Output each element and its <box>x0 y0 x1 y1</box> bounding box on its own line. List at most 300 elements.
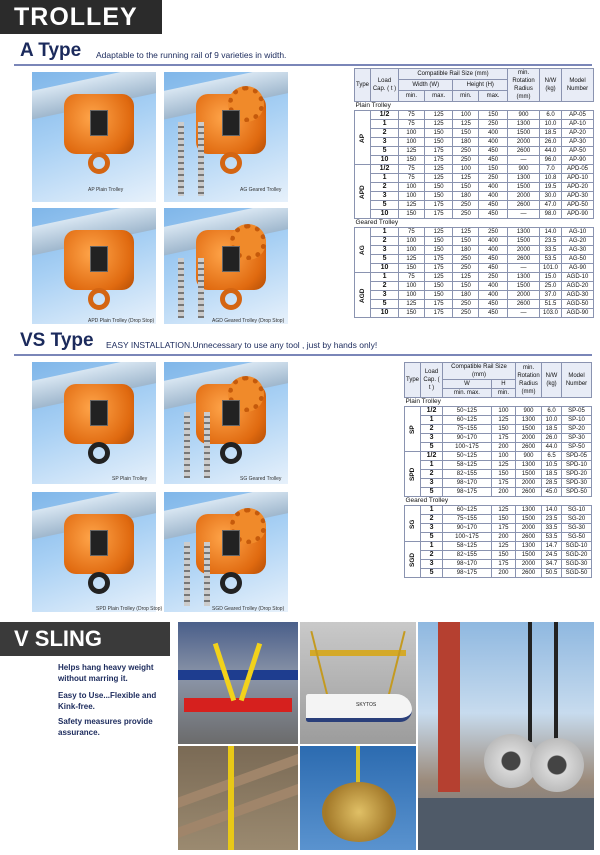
col-h-max: max. <box>479 91 508 102</box>
cell: 150 <box>491 470 515 479</box>
cell: 400 <box>479 129 508 138</box>
cell: 150 <box>479 111 508 120</box>
cell: 400 <box>479 138 508 147</box>
table-row <box>355 273 594 282</box>
cell: 1 <box>371 273 399 282</box>
cell: SP-10 <box>562 416 592 425</box>
cell: 150 <box>424 282 453 291</box>
cell: 100 <box>399 282 425 291</box>
cell: 2 <box>421 425 443 434</box>
cell: 250 <box>479 273 508 282</box>
cell: 53.5 <box>542 533 562 542</box>
agd-caption: AGD Geared Trolley (Drop Stop) <box>212 318 285 324</box>
cell: 6.5 <box>542 452 562 461</box>
cell: 2600 <box>516 443 542 452</box>
table-row <box>405 470 592 479</box>
cell: 1500 <box>508 129 540 138</box>
cell: 125 <box>424 174 453 183</box>
cell: 14.0 <box>542 506 562 515</box>
cell: 1500 <box>508 183 540 192</box>
cell: 75 <box>399 111 425 120</box>
table-row <box>355 165 594 174</box>
cell: 125 <box>453 228 479 237</box>
cell: 150 <box>453 282 479 291</box>
boat-name-text: SKYTOS <box>356 702 377 708</box>
a-type-subtitle: Adaptable to the running rail of 9 varieties in width. <box>96 50 287 60</box>
cell: 250 <box>453 255 479 264</box>
sg-trolley-photo <box>164 362 288 484</box>
cell: 30.0 <box>540 192 562 201</box>
col-h-min: min. <box>453 91 479 102</box>
cell: 900 <box>516 452 542 461</box>
table-section-row <box>405 497 592 506</box>
cell: SP-50 <box>562 443 592 452</box>
table-row <box>405 443 592 452</box>
cell: 2000 <box>516 479 542 488</box>
cell: 125 <box>453 273 479 282</box>
cell: 45.0 <box>542 488 562 497</box>
cell: 250 <box>453 156 479 165</box>
cell: 2600 <box>508 300 540 309</box>
col-w-max: max. <box>424 91 453 102</box>
cell: 400 <box>479 282 508 291</box>
sling-photo-girder <box>178 622 298 744</box>
cell: 175 <box>491 524 515 533</box>
cell: 58~125 <box>443 542 492 551</box>
table-row <box>405 569 592 578</box>
cell: 150 <box>491 425 515 434</box>
cell: 1300 <box>516 542 542 551</box>
cell: SPD-05 <box>562 452 592 461</box>
cell: 3 <box>421 524 443 533</box>
cell: 180 <box>453 192 479 201</box>
table-row <box>405 515 592 524</box>
cell: 100 <box>491 452 515 461</box>
cell: 100 <box>399 291 425 300</box>
table-row <box>405 524 592 533</box>
cell: AP-05 <box>562 111 594 120</box>
cell: 175 <box>424 210 453 219</box>
cell: 150 <box>479 165 508 174</box>
cell: 75 <box>399 273 425 282</box>
table-row <box>355 264 594 273</box>
cell: 200 <box>491 533 515 542</box>
cell: APD-50 <box>562 201 594 210</box>
apd-caption: APD Plain Trolley (Drop Stop) <box>88 318 155 324</box>
cell: 23.5 <box>542 515 562 524</box>
cell: 5 <box>371 255 399 264</box>
cell: 47.0 <box>540 201 562 210</box>
cell: 2600 <box>508 255 540 264</box>
cell: 2000 <box>508 291 540 300</box>
cell: 125 <box>424 165 453 174</box>
cell: 400 <box>479 237 508 246</box>
cell: 2 <box>371 183 399 192</box>
cell: 18.5 <box>542 425 562 434</box>
cell: 100 <box>453 111 479 120</box>
spd-caption: SPD Plain Trolley (Drop Stop) <box>96 606 163 612</box>
cell: 10 <box>371 156 399 165</box>
cell: 100 <box>399 237 425 246</box>
cell: 3 <box>421 560 443 569</box>
cell: 7.0 <box>540 165 562 174</box>
cell: 1500 <box>516 470 542 479</box>
cell: 5 <box>421 569 443 578</box>
cell: 2000 <box>516 560 542 569</box>
table-row <box>355 309 594 318</box>
table-row <box>405 488 592 497</box>
cell: 2 <box>421 470 443 479</box>
cell: 1/2 <box>371 165 399 174</box>
cell: 100 <box>399 129 425 138</box>
cell: 125 <box>491 416 515 425</box>
cell: 150 <box>424 291 453 300</box>
cell: SP-20 <box>562 425 592 434</box>
table-row <box>355 210 594 219</box>
spd-trolley-photo <box>32 492 156 612</box>
cell: 450 <box>479 201 508 210</box>
cell: 75 <box>399 174 425 183</box>
table-row <box>405 461 592 470</box>
cell: 2600 <box>516 569 542 578</box>
cell: SPD-10 <box>562 461 592 470</box>
table-row <box>355 129 594 138</box>
table-row <box>355 183 594 192</box>
cell: 1 <box>421 542 443 551</box>
cell: 28.5 <box>542 479 562 488</box>
cell: — <box>508 156 540 165</box>
vs-col-nw: N/W (kg) <box>542 363 562 398</box>
vs-col-w: W <box>443 380 492 389</box>
cell: 175 <box>424 309 453 318</box>
sling-point-3: Safety measures provide assurance. <box>58 717 153 737</box>
cell: 125 <box>453 174 479 183</box>
cell: 2000 <box>516 524 542 533</box>
cell: 150 <box>399 264 425 273</box>
cell: APD-10 <box>562 174 594 183</box>
cell: 6.0 <box>540 111 562 120</box>
cell: 3 <box>371 291 399 300</box>
cell: 98~175 <box>443 569 492 578</box>
cell: 90~170 <box>443 434 492 443</box>
cell: 26.0 <box>540 138 562 147</box>
cell: 450 <box>479 147 508 156</box>
cell: 150 <box>424 192 453 201</box>
cell: 1300 <box>516 506 542 515</box>
sgd-trolley-photo <box>164 492 288 612</box>
cell: 50.5 <box>542 569 562 578</box>
cell: 98~170 <box>443 560 492 569</box>
cell: 3 <box>421 434 443 443</box>
cell: 6.0 <box>542 407 562 416</box>
cell: 200 <box>491 569 515 578</box>
cell: SP-05 <box>562 407 592 416</box>
cell: SPD-20 <box>562 470 592 479</box>
cell: 175 <box>424 201 453 210</box>
table-row <box>355 111 594 120</box>
cell: — <box>508 210 540 219</box>
cell: 125 <box>424 228 453 237</box>
ag-caption: AG Geared Trolley <box>240 187 282 193</box>
cell: 1300 <box>508 174 540 183</box>
cell: 125 <box>424 120 453 129</box>
cell: 250 <box>453 300 479 309</box>
cell: 10 <box>371 264 399 273</box>
cell: 1500 <box>508 237 540 246</box>
cell: 180 <box>453 246 479 255</box>
col-compat: Compatible Rail Size (mm) <box>399 69 508 80</box>
cell: 15.0 <box>540 273 562 282</box>
cell: 200 <box>491 488 515 497</box>
table-row <box>355 246 594 255</box>
cell: 125 <box>424 111 453 120</box>
cell: 75~155 <box>443 425 492 434</box>
cell: 18.5 <box>542 470 562 479</box>
cell: 100 <box>491 407 515 416</box>
col-width: Width (W) <box>399 80 453 91</box>
cell: 175 <box>424 147 453 156</box>
cell: 400 <box>479 246 508 255</box>
cell: 10.0 <box>540 120 562 129</box>
cell: 1 <box>421 506 443 515</box>
cell: 1 <box>371 120 399 129</box>
cell: 14.7 <box>542 542 562 551</box>
table-row <box>405 434 592 443</box>
vs-col-h-min: min. <box>491 389 515 398</box>
vs-col-rot: min. Rotation Radius (mm) <box>516 363 542 398</box>
cell: 250 <box>453 264 479 273</box>
cell: 96.0 <box>540 156 562 165</box>
cell: 100 <box>453 165 479 174</box>
cell: 2000 <box>508 138 540 147</box>
cell: 1500 <box>508 282 540 291</box>
v-sling-title: V SLING <box>14 626 103 651</box>
cell: 150 <box>399 156 425 165</box>
cell: 19.5 <box>540 183 562 192</box>
table-row <box>355 237 594 246</box>
type-group-label: SGD <box>405 542 421 578</box>
cell: 10 <box>371 210 399 219</box>
cell: 25.0 <box>540 282 562 291</box>
cell: 51.5 <box>540 300 562 309</box>
cell: 1 <box>421 416 443 425</box>
cell: 900 <box>508 111 540 120</box>
cell: AP-30 <box>562 138 594 147</box>
sling-photo-boat <box>300 622 416 744</box>
cell: 175 <box>491 560 515 569</box>
sling-photo-beams <box>178 746 298 850</box>
cell: 450 <box>479 255 508 264</box>
cell: AGD-90 <box>562 309 594 318</box>
cell: 100 <box>399 246 425 255</box>
vs-col-load: Load Cap. ( t ) <box>421 363 443 398</box>
cell: 2 <box>421 551 443 560</box>
cell: 180 <box>453 291 479 300</box>
cell: 1/2 <box>421 452 443 461</box>
cell: 150 <box>491 551 515 560</box>
cell: 1300 <box>508 228 540 237</box>
sp-caption: SP Plain Trolley <box>112 476 148 482</box>
cell: SPD-50 <box>562 488 592 497</box>
cell: 50~125 <box>443 452 492 461</box>
col-nw: N/W (kg) <box>540 69 562 102</box>
vs-col-compat: Compatible Rail Size (mm) <box>443 363 516 380</box>
table-row <box>355 291 594 300</box>
cell: AP-10 <box>562 120 594 129</box>
cell: 150 <box>453 129 479 138</box>
cell: 100 <box>399 138 425 147</box>
cell: 450 <box>479 156 508 165</box>
cell: 150 <box>399 210 425 219</box>
table-section-row <box>405 398 592 407</box>
cell: SGD-20 <box>562 551 592 560</box>
table-row <box>405 542 592 551</box>
ap-trolley-photo <box>32 72 156 202</box>
cell: AGD-50 <box>562 300 594 309</box>
col-model: Model Number <box>562 69 594 102</box>
cell: 1 <box>371 228 399 237</box>
cell: 60~125 <box>443 506 492 515</box>
cell: 82~155 <box>443 470 492 479</box>
table-row <box>405 506 592 515</box>
cell: 100 <box>399 192 425 201</box>
sgd-caption: SGD Geared Trolley (Drop Stop) <box>212 606 285 612</box>
sling-point-2: Easy to Use...Flexible and Kink-free. <box>58 691 157 711</box>
cell: 82~155 <box>443 551 492 560</box>
cell: 100~175 <box>443 533 492 542</box>
cell: 37.0 <box>540 291 562 300</box>
cell: 150 <box>399 309 425 318</box>
cell: 450 <box>479 264 508 273</box>
table-row <box>355 282 594 291</box>
table-row <box>405 533 592 542</box>
cell: 2 <box>371 282 399 291</box>
cell: 175 <box>491 434 515 443</box>
cell: AGD-20 <box>562 282 594 291</box>
cell: 24.5 <box>542 551 562 560</box>
table-section-row <box>355 219 594 228</box>
col-height: Height (H) <box>453 80 508 91</box>
cell: 10.8 <box>540 174 562 183</box>
cell: 5 <box>371 147 399 156</box>
cell: 150 <box>424 183 453 192</box>
sg-caption: SG Geared Trolley <box>240 476 282 482</box>
cell: AG-10 <box>562 228 594 237</box>
vs-col-model: Model Number <box>562 363 592 398</box>
a-type-title: A Type <box>20 40 82 61</box>
cell: 1300 <box>516 416 542 425</box>
cell: 125 <box>399 300 425 309</box>
cell: 1300 <box>516 461 542 470</box>
table-row <box>355 120 594 129</box>
cell: 18.5 <box>540 129 562 138</box>
cell: AG-30 <box>562 246 594 255</box>
cell: APD-05 <box>562 165 594 174</box>
cell: 5 <box>371 201 399 210</box>
type-group-label: AGD <box>355 273 371 318</box>
cell: 1500 <box>516 515 542 524</box>
cell: 10.0 <box>542 416 562 425</box>
table-row <box>405 551 592 560</box>
cell: 14.0 <box>540 228 562 237</box>
cell: 5 <box>421 533 443 542</box>
cell: AG-20 <box>562 237 594 246</box>
cell: — <box>508 309 540 318</box>
cell: SGD-30 <box>562 560 592 569</box>
cell: 60~125 <box>443 416 492 425</box>
table-row <box>405 425 592 434</box>
cell: 98~175 <box>443 488 492 497</box>
cell: 23.5 <box>540 237 562 246</box>
cell: 2600 <box>516 533 542 542</box>
cell: 2 <box>371 237 399 246</box>
page-title: TROLLEY <box>14 3 138 31</box>
cell: 150 <box>424 138 453 147</box>
vs-col-w-minmax: min. max. <box>443 389 492 398</box>
cell: 1/2 <box>421 407 443 416</box>
cell: 5 <box>421 488 443 497</box>
type-group-label: SPD <box>405 452 421 497</box>
cell: 250 <box>479 174 508 183</box>
table-section-row <box>355 102 594 111</box>
cell: 33.5 <box>540 246 562 255</box>
cell: 250 <box>453 210 479 219</box>
table-row <box>355 201 594 210</box>
cell: 50~125 <box>443 407 492 416</box>
cell: 1 <box>371 174 399 183</box>
col-load: Load Cap. ( t ) <box>371 69 399 102</box>
cell: 125 <box>491 506 515 515</box>
table-row <box>405 407 592 416</box>
sling-point-1: Helps hang heavy weight without marring it. <box>58 663 154 683</box>
cell: 10.5 <box>542 461 562 470</box>
cell: 400 <box>479 183 508 192</box>
cell: 900 <box>516 407 542 416</box>
cell: 44.0 <box>542 443 562 452</box>
type-group-label: APD <box>355 165 371 219</box>
cell: 1300 <box>508 273 540 282</box>
apd-trolley-photo <box>32 208 156 324</box>
col-w-min: min. <box>399 91 425 102</box>
cell: 250 <box>453 147 479 156</box>
cell: 2600 <box>508 147 540 156</box>
sling-photo-propeller <box>300 746 416 850</box>
table-row <box>405 416 592 425</box>
cell: 98.0 <box>540 210 562 219</box>
table-row <box>355 300 594 309</box>
cell: — <box>508 264 540 273</box>
cell: 103.0 <box>540 309 562 318</box>
vs-type-title: VS Type <box>20 330 94 351</box>
cell: 400 <box>479 291 508 300</box>
cell: 3 <box>371 246 399 255</box>
cell: 175 <box>424 156 453 165</box>
cell: 400 <box>479 192 508 201</box>
cell: AP-20 <box>562 129 594 138</box>
cell: SGD-50 <box>562 569 592 578</box>
cell: 75 <box>399 120 425 129</box>
cell: 250 <box>453 201 479 210</box>
cell: 75 <box>399 165 425 174</box>
table-row <box>405 479 592 488</box>
cell: 200 <box>491 443 515 452</box>
cell: 100 <box>399 183 425 192</box>
vs-type-subtitle: EASY INSTALLATION.Unnecessary to use any tool , just by hands only! <box>106 340 378 350</box>
agd-trolley-photo <box>164 208 288 324</box>
cell: 26.0 <box>542 434 562 443</box>
cell: SP-30 <box>562 434 592 443</box>
cell: 75~155 <box>443 515 492 524</box>
